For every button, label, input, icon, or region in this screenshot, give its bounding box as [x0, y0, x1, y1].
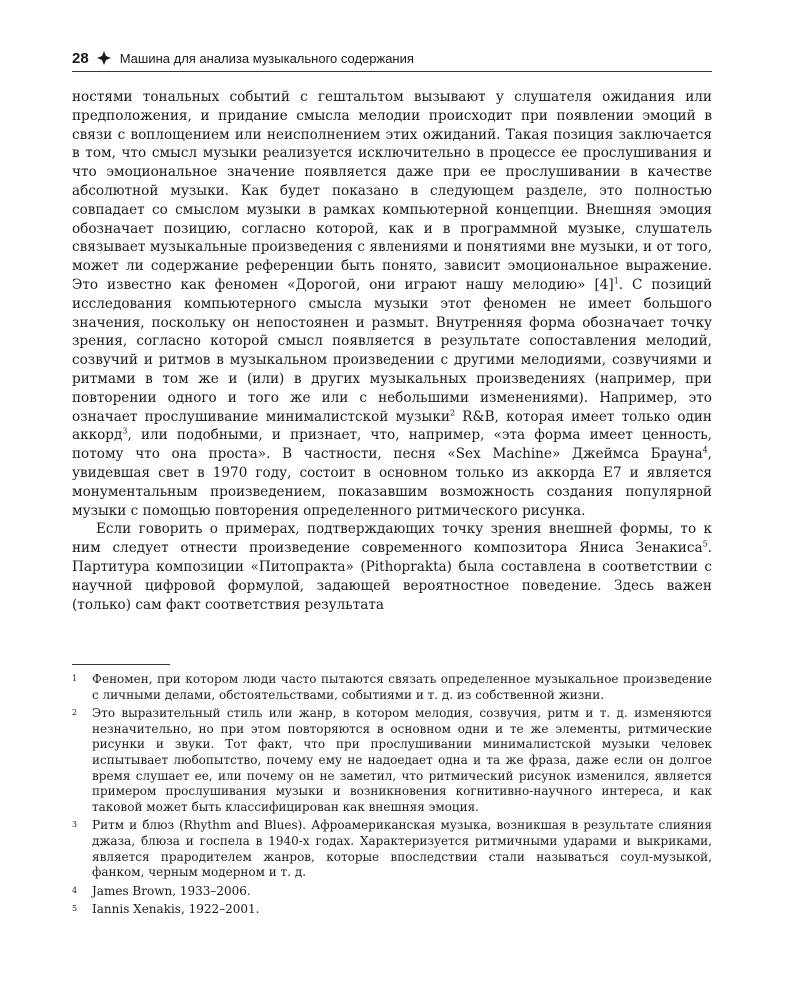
footnote-ref-1[interactable]: 1 [613, 276, 619, 286]
chapter-title: Машина для анализа музыкального содержания [119, 50, 414, 66]
footnote-number: 5 [72, 904, 78, 914]
footnote-3 [72, 818, 712, 880]
text-run: R&B, которая имеет только один аккорд [72, 408, 712, 444]
main-text [72, 88, 712, 614]
footnote-ref-2[interactable]: 2 [449, 408, 456, 418]
header-rule [72, 71, 712, 72]
footnote-ref-3[interactable]: 3 [122, 426, 128, 436]
footnote-5 [72, 902, 712, 918]
footnote-number: 1 [72, 674, 78, 683]
footnote-number: 4 [72, 885, 78, 895]
footnote-number: 3 [72, 820, 78, 830]
footnotes [72, 672, 712, 921]
running-header [72, 47, 712, 69]
footnote-2 [72, 706, 712, 815]
footnote-1 [72, 672, 712, 703]
text-run: . С позиций исследования компьютерного смысла музыки этот феномен не имеет большого значения, поскольку он непостоянен и размыт. Внутренняя форма обозначает точку зрения, согласно которой смысл появляется в результате сопоставления мелодий, созвучий и ритмов в музыкальном произведении с другими мелодиями, созвучиями и ритмами в том же и (или) в других музыкальных произведениях (например, при повторении одного и того же или с небольшими изменениями). Например, это означает прослушивание минималистской музыки [72, 276, 712, 425]
page-number: 28 [72, 49, 89, 67]
text-run: , увидевшая свет в 1970 году, состоит в основном только из аккорда E7 и является монументальным произведением, показавшим возможность создания популярной музыки с помощью повторения определенного ритмического рисунка. [72, 446, 712, 519]
footnote-text: Это выразительный стиль или жанр, в котором мелодия, созвучия, ритм и т. д. изменяются незначительно, но при этом повторяются в основном одни и те же элементы, ритмические рисунки и звуки. Тот факт, что при прослушивании минималистской музыки человек испытывает любопытство, почему ему не надоедает одна и та же фраза, даже если он долгое время слушает ее, или почему он не заметил, что ритмический рисунок изменился, является примером прослушивания музыки и возникновения когнитивно-научного интереса, и как таковой может быть классифицирован как внешняя эмоция. [92, 706, 712, 814]
paragraph-2 [72, 520, 712, 614]
text-run: , или подобными, и признает, что, например, «эта форма имеет ценность, потому что она проста». В частности, песня «Sex Machine» Джеймса Брауна [72, 427, 712, 463]
paragraph-1 [72, 88, 712, 520]
diamond-ornament-icon [97, 51, 111, 65]
text-run: Если говорить о примерах, подтверждающих точку зрения внешней формы, то к ним следует отнести произведение современного композитора Яниса Зенакиса [72, 521, 712, 557]
footnote-ref-4[interactable]: 4 [702, 445, 708, 455]
text-run: . Партитура композиции «Питопракта» (Pithoprakta) была составлена в соответствии с научной цифровой формулой, задающей вероятностное поведение. Здесь важен (только) сам факт соответствия результата [72, 540, 712, 613]
footnote-4 [72, 884, 712, 900]
footnote-text: James Brown, 1933–2006. [92, 883, 251, 898]
footnote-text: Феномен, при котором люди часто пытаются связать определенное музыкальное произведение с личными делами, обстоятельствами, событиями и т. д. из собственной жизни. [92, 672, 712, 702]
text-run: ностями тональных событий с гештальтом вызывают у слушателя ожидания или предположения, и придание смысла мелодии происходит при появлении эмоций в связи с воплощением или неисполнением этих ожиданий. Такая позиция заключается в том, что смысл музыки реализуется исключительно в процессе ее прослушивания и что эмоциональное значение появляется даже при ее прослушивании в качестве абсолютной музыки. Как будет показано в следующем разделе, это полностью совпадает со смыслом музыки в рамках компьютерной концепции. Внешняя эмоция обозначает позицию, согласно которой, как и в программной музыке, слушатель связывает музыкальные произведения с явлениями и понятиями вне музыки, и от того, может ли содержание референции быть понято, зависит эмоциональное выражение. Это известно как феномен «Дорогой, они играют нашу мелодию» [4] [72, 89, 712, 293]
footnote-separator [72, 664, 170, 665]
footnote-text: Iannis Xenakis, 1922–2001. [92, 902, 260, 917]
footnote-number: 2 [72, 708, 78, 718]
footnote-text: Ритм и блюз (Rhythm and Blues). Афроамериканская музыка, возникшая в результате слияния джаза, блюза и госпела в 1940-х годах. Характеризуется ритмичными ударами и выкриками, является прародителем жанров, которые впоследствии стали называться соул-музыкой, фанком, черным модерном и т. д. [92, 818, 712, 880]
footnote-ref-5[interactable]: 5 [702, 539, 708, 549]
